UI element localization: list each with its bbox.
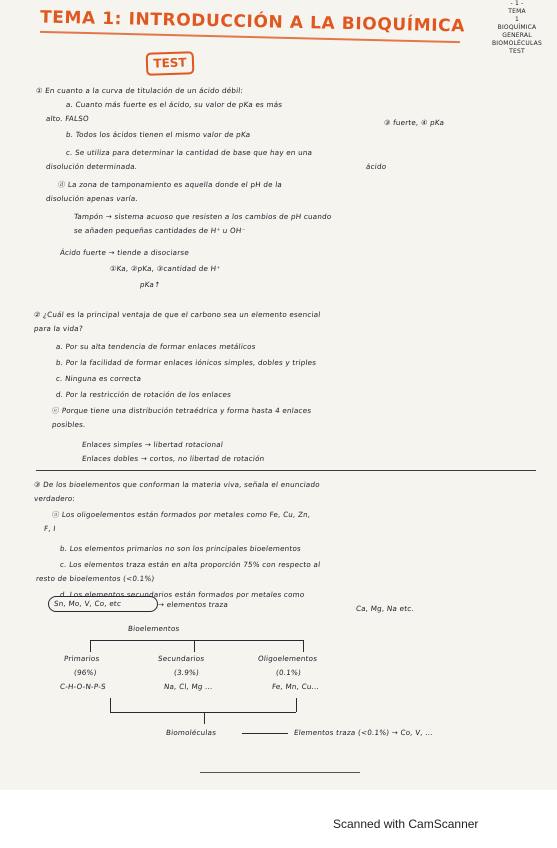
side-note-line: BIOQUÍMICA xyxy=(497,24,537,31)
q2-option-c: c. Ninguna es correcta xyxy=(55,374,142,383)
q3-option-c-line2: resto de bioelementos (<0.1%) xyxy=(35,574,155,583)
diagram-branch-line xyxy=(90,640,304,641)
side-note-line: TEST xyxy=(509,48,525,55)
test-badge: TEST xyxy=(146,51,195,76)
q1-option-c-note: ácido xyxy=(365,162,387,171)
q1-note-acido-fuerte: Ácido fuerte → tiende a disociarse xyxy=(59,248,190,257)
q3-option-a-line2: F, I xyxy=(43,524,57,533)
side-note-line: 1 xyxy=(514,16,520,23)
q2-note-dobles: Enlaces dobles → cortos, no libertad de rotación xyxy=(81,454,265,463)
side-note-line: GENERAL xyxy=(502,32,532,39)
q2-note-simples: Enlaces simples → libertad rotacional xyxy=(81,440,224,449)
q3-option-d-tail: Ca, Mg, Na etc. xyxy=(355,604,415,613)
q1-option-d-line1: ⓓ La zona de tamponamiento es aquella donde el pH de la xyxy=(57,180,283,189)
q2-stem-line2: para la vida? xyxy=(33,324,84,333)
q2-option-d: d. Por la restricción de rotación de los enlaces xyxy=(55,390,232,399)
q3-option-c-line1: c. Los elementos traza están en alta proporción 75% con respecto al xyxy=(59,560,321,569)
side-note xyxy=(482,0,552,56)
section-divider xyxy=(36,470,536,471)
q1-option-c-line2: disolución determinada. xyxy=(45,162,138,171)
q2-option-e-line1: ⓔ Porque tiene una distribución tetraédrica y forma hasta 4 enlaces xyxy=(51,406,312,415)
q1-option-b: b. Todos los ácidos tienen el mismo valor de pKa xyxy=(65,130,251,139)
diagram-arrow xyxy=(242,733,288,734)
page-bottom-line xyxy=(200,772,360,773)
diagram-oligo-elements: Fe, Mn, Cu... xyxy=(271,682,320,691)
diagram-branch-tick xyxy=(303,640,304,652)
q1-note-tampon-line1: Tampón → sistema acuoso que resisten a los cambios de pH cuando xyxy=(73,212,332,221)
q3-option-b: b. Los elementos primarios no son los principales bioelementos xyxy=(59,544,302,553)
diagram-secundarios-pct: (3.9%) xyxy=(173,668,200,677)
q1-option-b-note: ③ fuerte, ④ pKa xyxy=(383,118,445,127)
q1-note-pka: pKa↑ xyxy=(139,280,161,289)
page-title: TEMA 1: INTRODUCCIÓN A LA BIOQUÍMICA xyxy=(39,7,466,37)
diagram-secundarios-title: Secundarios xyxy=(157,654,205,663)
q3-stem-line1: ③ De los bioelementos que conforman la materia viva, señala el enunciado xyxy=(33,480,321,489)
q1-option-d-line2: disolución apenas varía. xyxy=(45,194,139,203)
q1-option-a-line2: alto. FALSO xyxy=(45,114,90,123)
q2-option-a: a. Por su alta tendencia de formar enlaces metálicos xyxy=(55,342,257,351)
q1-option-c-line1: c. Se utiliza para determinar la cantidad de base que hay en una xyxy=(65,148,313,157)
q3-stem-line2: verdadero: xyxy=(33,494,76,503)
q1-stem: ① En cuanto a la curva de titulación de un ácido débil: xyxy=(35,86,244,95)
boxed-annotation-tail: → elementos traza xyxy=(157,600,229,609)
side-note-line: BIOMOLÉCULAS xyxy=(491,40,543,47)
diagram-oligo-pct: (0.1%) xyxy=(275,668,302,677)
scanner-watermark: Scanned with CamScanner xyxy=(333,817,479,831)
boxed-annotation-text: Sn, Mo, V, Co, etc xyxy=(53,599,122,608)
q1-note-tampon-line2: se añaden pequeñas cantidades de H⁺ u OH⁻ xyxy=(73,226,246,235)
diagram-secundarios-elements: Na, Cl, Mg ... xyxy=(163,682,214,691)
q1-option-a-line1: a. Cuanto más fuerte es el ácido, su valor de pKa es más xyxy=(65,100,283,109)
diagram-branch-tick xyxy=(194,640,195,652)
q3-option-d: d. Los elementos secundarios están formados por metales como xyxy=(59,590,305,599)
diagram-biomoleculas: Biomoléculas xyxy=(165,728,217,737)
q2-option-e-line2: posibles. xyxy=(51,420,86,429)
q1-note-ka: ①Ka, ②pKa, ③cantidad de H⁺ xyxy=(109,264,221,273)
diagram-elementos-traza: Elementos traza (<0.1%) → Co, V, ... xyxy=(293,728,434,737)
diagram-branch-tick xyxy=(90,640,91,652)
diagram-connector xyxy=(110,712,296,713)
side-note-line: - 1 - xyxy=(510,0,524,7)
diagram-connector xyxy=(204,712,205,724)
side-note-line: TEMA xyxy=(508,8,526,15)
diagram-oligo-title: Oligoelementos xyxy=(257,654,318,663)
diagram-connector xyxy=(296,698,297,712)
q2-stem-line1: ② ¿Cuál es la principal ventaja de que el carbono sea un elemento esencial xyxy=(33,310,322,319)
diagram-connector xyxy=(110,698,111,712)
diagram-root: Bioelementos xyxy=(127,624,180,633)
diagram-primarios-pct: (96%) xyxy=(73,668,98,677)
diagram-primarios-title: Primarios xyxy=(63,654,100,663)
q3-option-a-line1: ⓐ Los oligoelementos están formados por metales como Fe, Cu, Zn, xyxy=(51,510,311,519)
q2-option-b: b. Por la facilidad de formar enlaces iónicos simples, dobles y triples xyxy=(55,358,317,367)
diagram-primarios-elements: C-H-O-N-P-S xyxy=(59,682,107,691)
